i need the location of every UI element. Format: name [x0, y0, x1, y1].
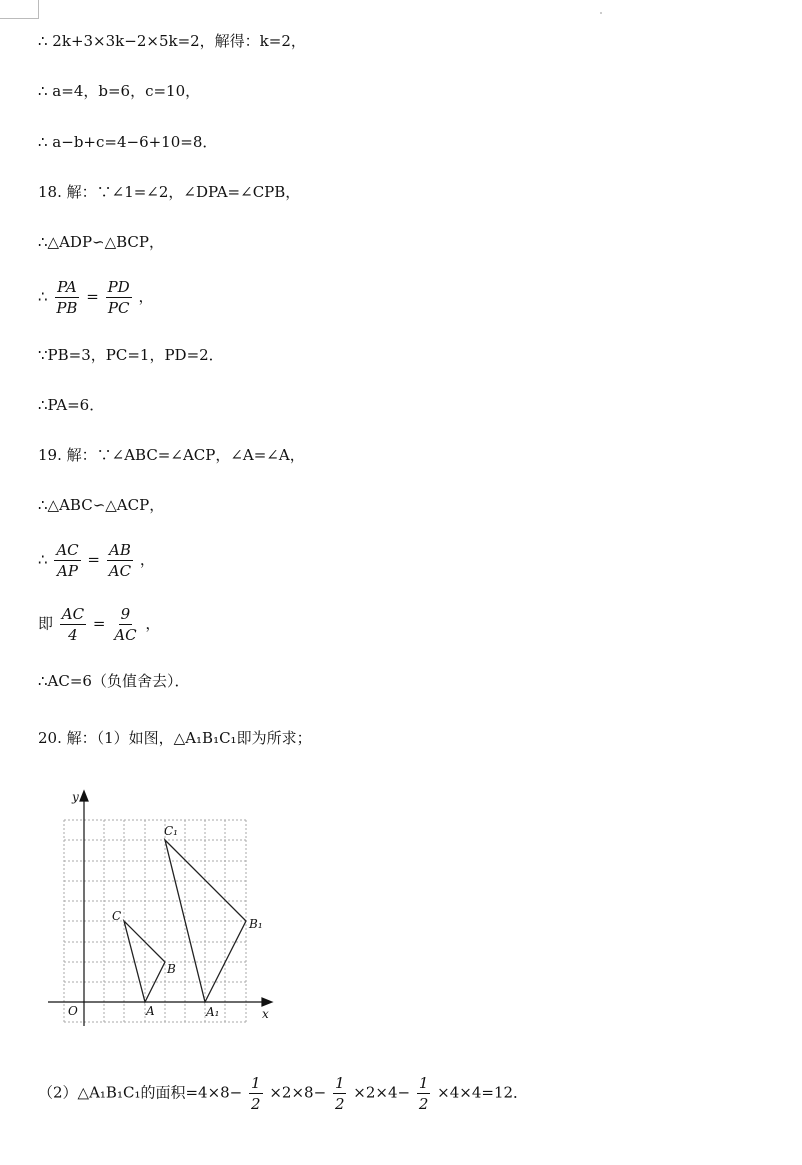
comma: ， [138, 287, 154, 306]
q18-line-given: 18. 解：∵∠1=∠2，∠DPA=∠CPB， [38, 183, 301, 201]
q19-line-similar: ∴△ABC∽△ACP， [38, 496, 165, 514]
equals-sign: = [87, 550, 100, 569]
area-text-term1: ×2×8− [269, 1083, 327, 1102]
fraction-denominator: AP [57, 562, 78, 580]
fraction-ab-ac [107, 541, 133, 580]
fraction-pa-pb [54, 278, 79, 317]
fraction-numerator: 1 [418, 1074, 429, 1092]
q18-line-ratio [38, 278, 154, 317]
q20-line-part1: 20. 解：（1）如图，△A₁B₁C₁即为所求； [38, 729, 312, 747]
namely-word: 即 [38, 614, 54, 633]
page-speck [600, 12, 602, 14]
y-axis-arrow [80, 791, 88, 801]
comma: ， [145, 614, 161, 633]
label-c1: C₁ [164, 824, 178, 838]
q18-line-values: ∵PB=3，PC=1，PD=2． [38, 346, 224, 364]
fraction-denominator: 2 [418, 1095, 429, 1113]
fraction-denominator: 2 [334, 1095, 345, 1113]
fraction-ac-ap [54, 541, 80, 580]
fraction-pd-pc [106, 278, 132, 317]
fraction-numerator: 1 [334, 1074, 345, 1092]
label-a1: A₁ [206, 1005, 220, 1019]
page-corner-marker [0, 0, 39, 19]
therefore-symbol: ∴ [38, 287, 48, 306]
grid-lines [64, 820, 246, 1022]
q18-line-answer: ∴PA=6． [38, 396, 105, 414]
comma: ， [139, 550, 155, 569]
fraction-9-ac [112, 605, 138, 644]
fraction-half [417, 1074, 431, 1113]
coordinate-grid-figure [40, 786, 280, 1026]
area-text-start: （2）△A₁B₁C₁的面积=4×8− [38, 1083, 243, 1102]
axes [48, 791, 272, 1026]
label-origin: O [68, 1004, 78, 1018]
q19-line-given: 19. 解：∵∠ABC=∠ACP，∠A=∠A， [38, 446, 305, 464]
fraction-numerator: 1 [251, 1074, 261, 1092]
fraction-half [333, 1074, 347, 1113]
fraction-numerator: 9 [120, 605, 131, 623]
fraction-denominator: PB [56, 299, 78, 317]
fraction-denominator: AC [114, 626, 137, 644]
fraction-denominator: PC [107, 299, 130, 317]
fraction-numerator: AC [56, 541, 79, 559]
q20-line-area [38, 1074, 528, 1113]
label-b1: B₁ [249, 917, 263, 931]
fraction-half [249, 1074, 263, 1113]
label-a: A [146, 1004, 155, 1018]
fraction-numerator: PD [107, 278, 130, 296]
fraction-numerator: AB [109, 541, 131, 559]
fraction-denominator: 4 [68, 626, 78, 644]
q19-line-ratio [38, 541, 155, 580]
area-text-term2: ×2×4− [353, 1083, 411, 1102]
fraction-denominator: 2 [251, 1095, 261, 1113]
label-b: B [167, 962, 176, 976]
label-x: x [262, 1007, 269, 1021]
solution-line-k: ∴ 2k+3×3k−2×5k=2，解得：k=2， [38, 32, 306, 50]
fraction-ac-4 [60, 605, 86, 644]
solution-line-result: ∴ a−b+c=4−6+10=8． [38, 133, 218, 151]
equals-sign: = [92, 614, 106, 633]
q19-line-answer: ∴AC=6（负值舍去）． [38, 672, 190, 690]
label-c: C [112, 909, 122, 923]
label-y: y [72, 790, 79, 804]
q19-line-substitute [38, 605, 160, 644]
equals-sign: = [86, 287, 99, 306]
therefore-symbol: ∴ [38, 550, 48, 569]
area-text-end: ×4×4=12． [437, 1083, 529, 1102]
fraction-denominator: AC [108, 562, 132, 580]
x-axis-arrow [262, 998, 272, 1006]
fraction-numerator: PA [57, 278, 77, 296]
q18-line-similar: ∴△ADP∽△BCP， [38, 233, 165, 251]
solution-line-abc: ∴ a=4，b=6，c=10， [38, 82, 201, 100]
fraction-numerator: AC [61, 605, 85, 623]
